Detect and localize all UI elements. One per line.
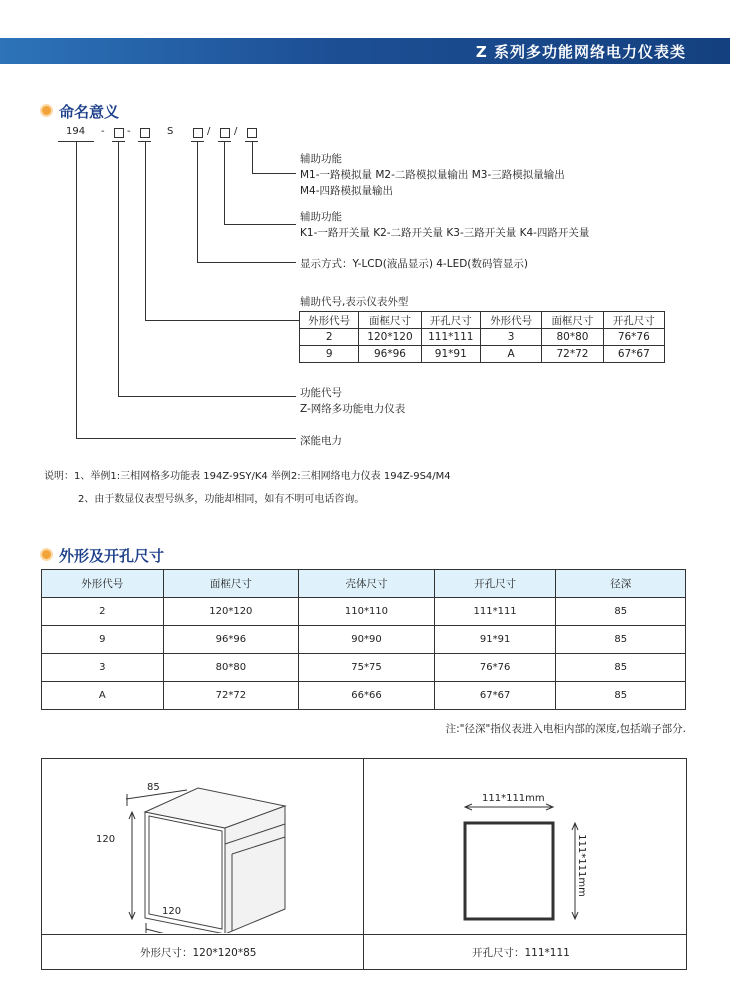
table-cell: 3 [42,654,164,682]
note-line1: 说明：1、举例1:三相网格多功能表 194Z-9SY/K4 举例2:三相网络电力仪表 194Z-9S4/M4 [44,471,451,482]
table-cell: 85 [556,682,686,710]
table-cell: 85 [556,626,686,654]
col-header: 面框尺寸 [359,312,421,329]
leader-shape-h [145,320,299,321]
table-cell: 96*96 [163,626,299,654]
table-cell: 80*80 [542,329,603,346]
aux-func-line2: M4-四路模拟量输出 [300,185,394,197]
table-cell: 67*67 [434,682,556,710]
table-cell: 91*91 [421,346,480,363]
code-box-func [114,128,124,138]
outline-caption: 外形尺寸：120*120*85 [140,947,257,959]
dimensions-section-title [40,545,164,566]
leader-func-v [118,141,119,397]
table-cell: A [480,346,541,363]
dimensions-table [41,569,686,710]
dim-depth-label: 85 [147,782,160,793]
table-cell: 2 [42,598,164,626]
drawings-divider-h [41,934,686,935]
table-cell: 75*75 [299,654,435,682]
table-cell: 9 [300,346,359,363]
col-header: 面框尺寸 [542,312,603,329]
code-box-aux1 [247,128,257,138]
table-cell: 67*67 [603,346,664,363]
table-cell: 76*76 [434,654,556,682]
dim-height-label: 120 [96,834,116,845]
col-header: 外形代号 [480,312,541,329]
aux-func-line1: M1-一路模拟量 M2-二路模拟量输出 M3-三路模拟量输出 [300,169,565,181]
brand-label: 深能电力 [300,435,342,447]
table-cell: 96*96 [359,346,421,363]
dimensions-title-text: 外形及开孔尺寸 [59,547,165,565]
func-code-desc: Z-网络多功能电力仪表 [300,403,406,415]
leader-display-v [197,141,198,263]
col-header: 壳体尺寸 [299,570,435,598]
leader-display-h [197,262,296,263]
leader-shape-v [145,141,146,321]
naming-section-title [40,101,119,122]
table-cell: 110*110 [299,598,435,626]
table-cell: 9 [42,626,164,654]
header-banner [0,38,730,64]
leader-aux1-h [252,173,296,174]
table-row [300,329,665,346]
leader-brand-h [76,438,296,439]
table-cell: 85 [556,654,686,682]
leader-func-h [118,396,296,397]
table-cell: 85 [556,598,686,626]
func-code-heading: 功能代号 [300,387,342,399]
col-header: 径深 [556,570,686,598]
table-cell: 66*66 [299,682,435,710]
naming-title-text: 命名意义 [59,103,120,121]
code-dash-1: - [101,126,105,137]
table-cell: 76*76 [603,329,664,346]
aux-code-heading: 辅助代号,表示仪表外型 [300,296,409,308]
leader-brand-v [76,141,77,439]
header-title: Z 系列多功能网络电力仪表类 [475,43,686,61]
aux-code-table [299,311,665,363]
dim-width-label: 120 [162,906,182,917]
code-slash-1: / [207,126,211,137]
table-row [42,654,686,682]
table-cell: 72*72 [163,682,299,710]
table-row [42,626,686,654]
table-cell: 120*120 [359,329,421,346]
table-cell: 111*111 [421,329,480,346]
dimensions-footnote: 注:"径深"指仪表进入电柜内部的深度,包括端子部分. [445,723,686,735]
table-cell: 120*120 [163,598,299,626]
display-mode: 显示方式：Y-LCD(液晶显示) 4-LED(数码管显示) [300,258,528,270]
table-cell: 3 [480,329,541,346]
aux-func-heading: 辅助功能 [300,153,342,165]
code-box-display [193,128,203,138]
code-slash-2: / [234,126,238,137]
col-header: 面框尺寸 [163,570,299,598]
aux-code-header-row [300,312,665,329]
leader-aux1-v [252,141,253,174]
bullet-icon [40,104,53,117]
table-cell: 91*91 [434,626,556,654]
meter-outline-drawing [42,759,362,933]
code-s: S [167,126,174,137]
col-header: 开孔尺寸 [421,312,480,329]
aux-func2-heading: 辅助功能 [300,211,342,223]
code-dash-2: - [127,126,131,137]
cutout-side-label: 111*111mm [575,834,587,897]
table-cell: 72*72 [542,346,603,363]
table-cell: 2 [300,329,359,346]
cutout-top-label: 111*111mm [482,793,545,804]
table-cell: 80*80 [163,654,299,682]
leader-aux2-h [224,224,296,225]
table-row [42,598,686,626]
code-box-shape [140,128,150,138]
cutout-caption: 开孔尺寸：111*111 [472,947,570,959]
dimensions-header-row [42,570,686,598]
note-line2: 2、由于数显仪表型号纵多，功能却相同，如有不明可电话咨询。 [78,494,365,505]
code-box-aux2 [220,128,230,138]
col-header: 开孔尺寸 [434,570,556,598]
table-row [300,346,665,363]
col-header: 外形代号 [42,570,164,598]
table-cell: 90*90 [299,626,435,654]
leader-aux2-v [224,141,225,225]
table-row [42,682,686,710]
code-prefix: 194 [66,126,86,137]
bullet-icon [40,548,53,561]
col-header: 开孔尺寸 [603,312,664,329]
aux-func2-line1: K1-一路开关量 K2-二路开关量 K3-三路开关量 K4-四路开关量 [300,227,590,239]
col-header: 外形代号 [300,312,359,329]
table-cell: 111*111 [434,598,556,626]
table-cell: A [42,682,164,710]
cutout-drawing [364,759,684,933]
